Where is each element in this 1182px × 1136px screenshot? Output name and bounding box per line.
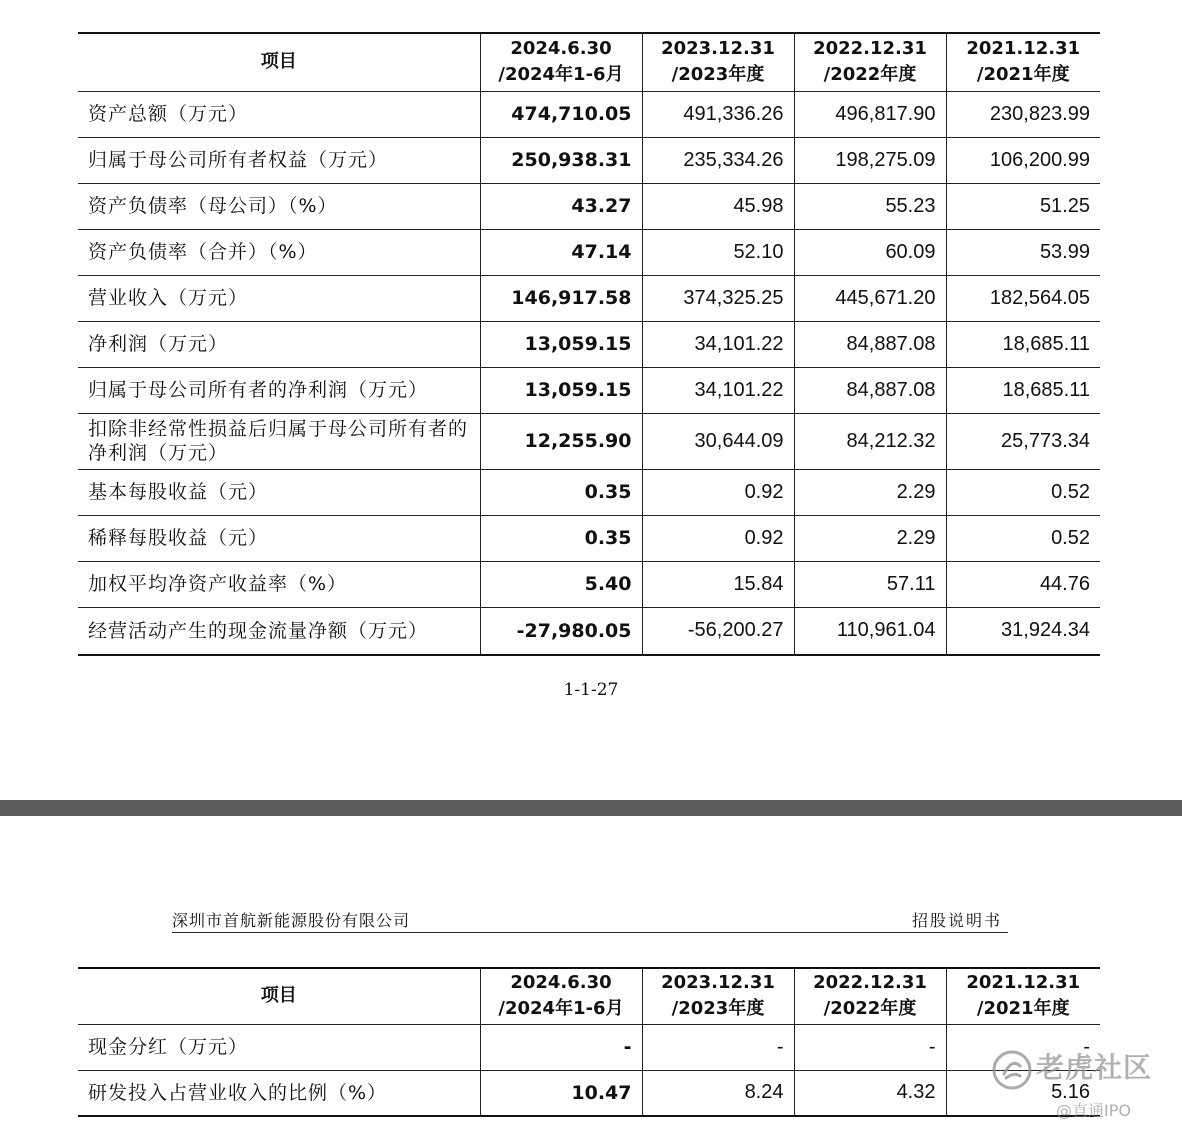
row-label: 加权平均净资产收益率（%） xyxy=(78,561,480,607)
value-cell: 18,685.11 xyxy=(946,321,1100,367)
table-row xyxy=(78,1070,1100,1116)
header-2021: 2021.12.31 /2021年度 xyxy=(946,33,1100,91)
value-cell: 47.14 xyxy=(480,229,642,275)
value-cell: 0.35 xyxy=(480,469,642,515)
value-cell: -27,980.05 xyxy=(480,607,642,655)
value-cell: 12,255.90 xyxy=(480,413,642,469)
value-cell: 57.11 xyxy=(794,561,946,607)
value-cell: 0.52 xyxy=(946,469,1100,515)
table-row xyxy=(78,229,1100,275)
table-row xyxy=(78,321,1100,367)
value-cell: 52.10 xyxy=(642,229,794,275)
value-cell: 53.99 xyxy=(946,229,1100,275)
value-cell: 13,059.15 xyxy=(480,367,642,413)
row-label: 基本每股收益（元） xyxy=(78,469,480,515)
value-cell: 34,101.22 xyxy=(642,367,794,413)
document-header xyxy=(172,908,1008,933)
header-item: 项目 xyxy=(78,968,480,1024)
row-label: 营业收入（万元） xyxy=(78,275,480,321)
table-row xyxy=(78,607,1100,655)
value-cell: 182,564.05 xyxy=(946,275,1100,321)
value-cell: 110,961.04 xyxy=(794,607,946,655)
row-label: 经营活动产生的现金流量净额（万元） xyxy=(78,607,480,655)
value-cell: 34,101.22 xyxy=(642,321,794,367)
value-cell: 43.27 xyxy=(480,183,642,229)
row-label: 归属于母公司所有者的净利润（万元） xyxy=(78,367,480,413)
value-cell: - xyxy=(480,1024,642,1070)
table-row xyxy=(78,515,1100,561)
value-cell: 45.98 xyxy=(642,183,794,229)
value-cell: 2.29 xyxy=(794,469,946,515)
value-cell: 491,336.26 xyxy=(642,91,794,137)
row-label: 扣除非经常性损益后归属于母公司所有者的净利润（万元） xyxy=(78,413,480,469)
value-cell: 474,710.05 xyxy=(480,91,642,137)
row-label: 现金分红（万元） xyxy=(78,1024,480,1070)
header-2023: 2023.12.31 /2023年度 xyxy=(642,968,794,1024)
page-number: 1-1-27 xyxy=(563,680,619,700)
value-cell: 60.09 xyxy=(794,229,946,275)
header-2022: 2022.12.31 /2022年度 xyxy=(794,968,946,1024)
value-cell: 51.25 xyxy=(946,183,1100,229)
table-row xyxy=(78,561,1100,607)
value-cell: 2.29 xyxy=(794,515,946,561)
value-cell: 55.23 xyxy=(794,183,946,229)
value-cell: 235,334.26 xyxy=(642,137,794,183)
value-cell: 84,887.08 xyxy=(794,321,946,367)
value-cell: 496,817.90 xyxy=(794,91,946,137)
table-row xyxy=(78,275,1100,321)
value-cell: 10.47 xyxy=(480,1070,642,1116)
value-cell: 84,887.08 xyxy=(794,367,946,413)
company-name: 深圳市首航新能源股份有限公司 xyxy=(172,911,411,930)
row-label: 资产负债率（合并）（%） xyxy=(78,229,480,275)
document-type: 招股说明书 xyxy=(911,911,1002,930)
table-row xyxy=(78,91,1100,137)
header-2024h1: 2024.6.30 /2024年1-6月 xyxy=(480,968,642,1024)
row-label: 归属于母公司所有者权益（万元） xyxy=(78,137,480,183)
value-cell: 15.84 xyxy=(642,561,794,607)
table-row xyxy=(78,137,1100,183)
table-header-row xyxy=(78,968,1100,1024)
page-separator xyxy=(0,800,1182,816)
row-label: 稀释每股收益（元） xyxy=(78,515,480,561)
value-cell: -56,200.27 xyxy=(642,607,794,655)
value-cell: 230,823.99 xyxy=(946,91,1100,137)
table-row xyxy=(78,1024,1100,1070)
financial-summary-table xyxy=(78,32,1100,656)
value-cell: 25,773.34 xyxy=(946,413,1100,469)
header-2021: 2021.12.31 /2021年度 xyxy=(946,968,1100,1024)
value-cell: - xyxy=(642,1024,794,1070)
table-row xyxy=(78,367,1100,413)
row-label: 研发投入占营业收入的比例（%） xyxy=(78,1070,480,1116)
value-cell: 0.52 xyxy=(946,515,1100,561)
financial-summary-table-continued xyxy=(78,967,1100,1117)
watermark-title: 老虎社区 xyxy=(1036,1051,1153,1084)
tiger-community-logo-icon xyxy=(990,1048,1034,1092)
header-2024h1: 2024.6.30 /2024年1-6月 xyxy=(480,33,642,91)
header-item: 项目 xyxy=(78,33,480,91)
row-label: 资产负债率（母公司）（%） xyxy=(78,183,480,229)
header-2023: 2023.12.31 /2023年度 xyxy=(642,33,794,91)
value-cell: - xyxy=(946,1024,1100,1070)
value-cell: 18,685.11 xyxy=(946,367,1100,413)
value-cell: - xyxy=(794,1024,946,1070)
value-cell: 31,924.34 xyxy=(946,607,1100,655)
value-cell: 106,200.99 xyxy=(946,137,1100,183)
value-cell: 250,938.31 xyxy=(480,137,642,183)
value-cell: 445,671.20 xyxy=(794,275,946,321)
row-label: 净利润（万元） xyxy=(78,321,480,367)
value-cell: 4.32 xyxy=(794,1070,946,1116)
value-cell: 146,917.58 xyxy=(480,275,642,321)
table-header-row xyxy=(78,33,1100,91)
table-row xyxy=(78,183,1100,229)
value-cell: 0.35 xyxy=(480,515,642,561)
table-row xyxy=(78,413,1100,469)
value-cell: 374,325.25 xyxy=(642,275,794,321)
value-cell: 30,644.09 xyxy=(642,413,794,469)
value-cell: 0.92 xyxy=(642,469,794,515)
watermark xyxy=(990,1042,1165,1127)
watermark-subtitle: @直通IPO xyxy=(1056,1101,1131,1120)
value-cell: 8.24 xyxy=(642,1070,794,1116)
value-cell: 44.76 xyxy=(946,561,1100,607)
table-row xyxy=(78,469,1100,515)
header-2022: 2022.12.31 /2022年度 xyxy=(794,33,946,91)
value-cell: 84,212.32 xyxy=(794,413,946,469)
value-cell: 198,275.09 xyxy=(794,137,946,183)
value-cell: 0.92 xyxy=(642,515,794,561)
value-cell: 5.40 xyxy=(480,561,642,607)
row-label: 资产总额（万元） xyxy=(78,91,480,137)
value-cell: 13,059.15 xyxy=(480,321,642,367)
value-cell: 5.16 xyxy=(946,1070,1100,1116)
